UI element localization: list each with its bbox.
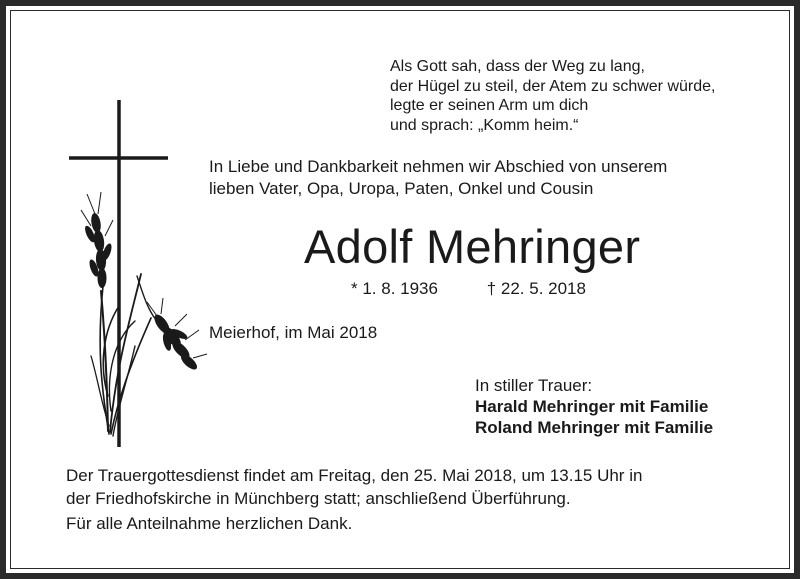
birth-date: * 1. 8. 1936 bbox=[351, 279, 438, 298]
service-line: Der Trauergottesdienst findet am Freitag, den 25. Mai 2018, um 13.15 Uhr in bbox=[66, 466, 643, 485]
service-line: der Friedhofskirche in Münchberg statt; anschließend Überführung. bbox=[66, 488, 571, 508]
intro-text bbox=[209, 156, 667, 200]
place-date: Meierhof, im Mai 2018 bbox=[209, 323, 378, 342]
death-date: † 22. 5. 2018 bbox=[486, 279, 586, 298]
service-info bbox=[66, 465, 642, 536]
mourners-heading: In stiller Trauer: bbox=[475, 376, 593, 395]
deceased-name: Adolf Mehringer bbox=[304, 220, 641, 273]
poem-line: und sprach: „Komm heim.“ bbox=[390, 116, 579, 134]
intro-line: In Liebe und Dankbarkeit nehmen wir Abschied von unserem bbox=[209, 157, 668, 176]
thanks-line: Für alle Anteilnahme herzlichen Dank. bbox=[66, 514, 353, 533]
life-dates bbox=[351, 279, 586, 299]
intro-line: lieben Vater, Opa, Uropa, Paten, Onkel und Cousin bbox=[209, 179, 594, 198]
poem-line: legte er seinen Arm um dich bbox=[390, 97, 589, 114]
poem bbox=[390, 57, 715, 135]
poem-line: Als Gott sah, dass der Weg zu lang, bbox=[390, 58, 645, 75]
poem-line: der Hügel zu steil, der Atem zu schwer würde, bbox=[390, 77, 716, 95]
cross-with-wheat-icon bbox=[61, 96, 211, 451]
mourners bbox=[475, 375, 713, 438]
mourner-family: Roland Mehringer mit Familie bbox=[475, 418, 714, 437]
mourner-family: Harald Mehringer mit Familie bbox=[475, 397, 709, 416]
